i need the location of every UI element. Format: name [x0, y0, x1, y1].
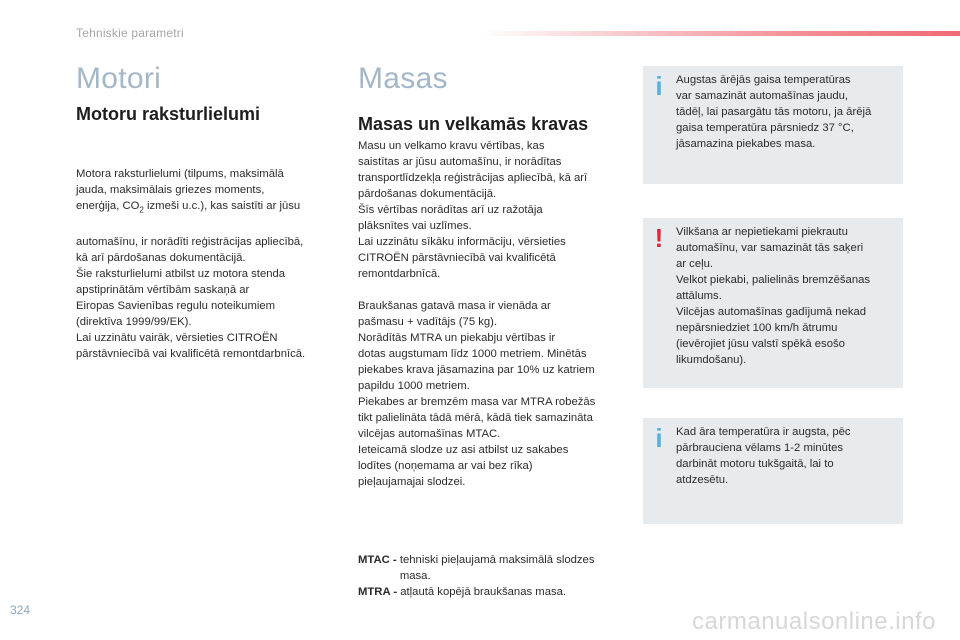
warning-icon: !	[654, 223, 664, 253]
co2-subscript: 2	[139, 205, 144, 215]
info-box-engine-cooldown-text: Kad āra temperatūra ir augsta, pēc pārbrauciena vēlams 1-2 minūtes darbināt motoru tukšgaitā, lai to atdzesētu.	[676, 426, 851, 486]
section-title-motori: Motori	[76, 62, 162, 95]
page-header-title: Tehniskie parametri	[76, 26, 184, 40]
warning-box-towing-text: Vilkšana ar nepietiekami piekrautu automašīnu, var samazināt tās saķeri ar ceļu. Velkot piekabi, palielinās bremzēšanas attālums. Vilcējas automašīnas gadījumā nekad nepārsniedziet 100 km/h ātrumu (ievērojiet jūsu valstī spēkā esošo likumdošanu).	[676, 226, 871, 366]
watermark: carmanualsonline.info	[692, 608, 936, 635]
section-title-masas: Masas	[358, 62, 448, 95]
glossary-term-mtac: MTAC -	[358, 554, 397, 566]
motori-paragraph-part1: Motora raksturlielumi (tilpums, maksimālā jauda, maksimālais griezes moments,	[76, 168, 284, 196]
subsection-title-motoru-raksturlielumi: Motoru raksturlielumi	[76, 104, 261, 124]
motori-paragraph	[76, 150, 346, 362]
info-box-temperature-text: Augstas ārējās gaisa temperatūras var samazināt automašīnas jaudu, tādēļ, lai pasargātu tās motoru, ja ārējā gaisa temperatūra pārsniedz 37 °C, jāsamazina piekabes masa.	[676, 74, 872, 150]
subsection-title-masas-un-velkamas-kravas: Masas un velkamās kravas	[358, 114, 589, 134]
glossary-term-mtra: MTRA -	[358, 586, 398, 598]
glossary-mtac	[358, 552, 638, 584]
info-icon: i	[655, 71, 663, 101]
info-box-engine-cooldown	[643, 418, 903, 524]
page-number: 324	[10, 603, 31, 617]
glossary-def-mtra: atļautā kopējā braukšanas masa.	[400, 586, 567, 598]
masas-paragraph-2: Braukšanas gatavā masa ir vienāda ar pašmasu + vadītājs (75 kg). Norādītās MTRA un piekabju vērtības ir dotas augstumam līdz 1000 metriem. Minētās piekabes krava jāsamazina par 10% uz katriem papildu 1000 metriem. Piekabes ar bremzēm masa var MTRA robežās tikt palielināta tādā mērā, kādā tiek samazināta vilcējas automašīnas MTAC. Ieteicamā slodze uz asi atbilst uz sakabes lodītes (noņemama ar vai bez rīka) pieļaujamajai slodzei.	[358, 300, 596, 488]
glossary-mtra	[358, 584, 638, 600]
info-box-temperature	[643, 66, 903, 184]
warning-box-towing	[643, 218, 903, 388]
header-accent-bar	[480, 31, 960, 36]
motori-paragraph-co2-line: enerģija, $CO_2$ izmeši u.c.), kas saistīti ar jūsu	[76, 200, 301, 215]
motori-paragraph-part2: automašīnu, ir norādīti reģistrācijas apliecībā, kā arī pārdošanas dokumentācijā. Šie raksturlielumi atbilst uz motora stenda apstiprinātām vērtībām saskaņā ar Eiropas Savienības regulu noteikumiem (direktīva 1999/99/EK). Lai uzzinātu vairāk, vērsieties CITROËN pārstāvniecībā vai kvalificētā remontdarbnīcā.	[76, 236, 306, 361]
glossary-def-mtac: tehniski pieļaujamā maksimālā slodzes masa.	[399, 554, 595, 582]
info-icon: i	[655, 423, 663, 453]
masas-paragraph-1: Masu un velkamo kravu vērtības, kas saistītas ar jūsu automašīnu, ir norādītas transportlīdzekļa reģistrācijas apliecībā, kā arī pārdošanas dokumentācijā. Šīs vērtības norādītas arī uz ražotāja plāksnītes vai uzlīmes. Lai uzzinātu sīkāku informāciju, vērsieties CITROËN pārstāvniecībā vai kvalificētā remontdarbnīcā.	[358, 140, 588, 280]
